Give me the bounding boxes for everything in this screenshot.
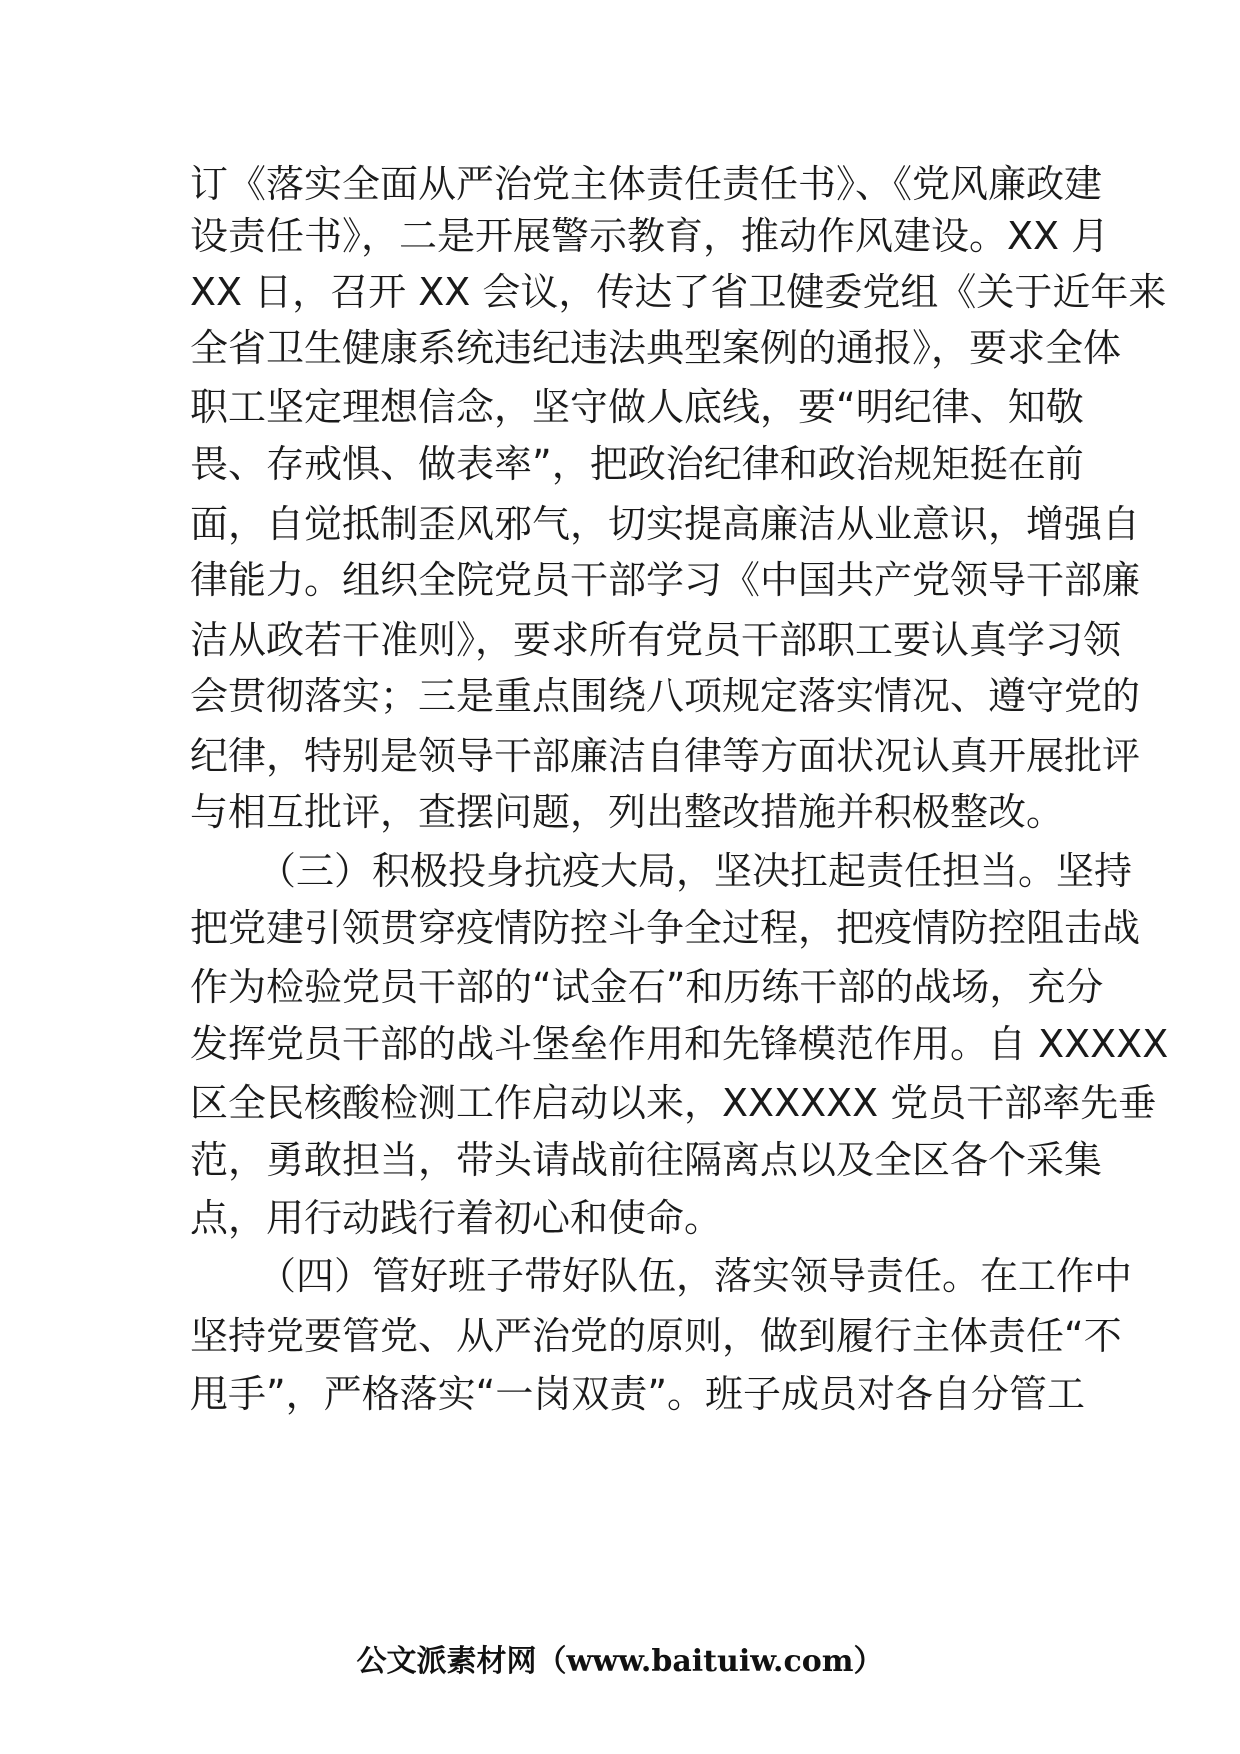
paragraph-heading-line: （四）管好班子带好队伍，落实领导责任。在工作中 — [258, 1254, 1133, 1298]
text-line: 与相互批评，查摆问题，列出整改措施并积极整改。 — [190, 790, 1065, 834]
text-line: XX 日，召开 XX 会议，传达了省卫健委党组《关于近年来 — [190, 270, 1167, 314]
text-line: 全省卫生健康系统违纪违法典型案例的通报》，要求全体 — [190, 326, 1122, 370]
text-line: 律能力。组织全院党员干部学习《中国共产党领导干部廉 — [190, 558, 1141, 602]
paragraph-heading-line: （三）积极投身抗疫大局，坚决扛起责任担当。坚持 — [258, 849, 1133, 893]
text-line: 洁从政若干准则》，要求所有党员干部职工要认真学习领 — [190, 618, 1122, 662]
text-line: 会贯彻落实；三是重点围绕八项规定落实情况、遵守党的 — [190, 674, 1141, 718]
text-line: 发挥党员干部的战斗堡垒作用和先锋模范作用。自 XXXXX — [190, 1022, 1169, 1066]
text-line: 范，勇敢担当，带头请战前往隔离点以及全区各个采集 — [190, 1138, 1103, 1182]
text-line: 设责任书》，二是开展警示教育，推动作风建设。XX 月 — [190, 214, 1110, 258]
footer-watermark: 公文派素材网（www.baituiw.com） — [356, 1644, 884, 1679]
text-line: 点，用行动践行着初心和使命。 — [190, 1196, 723, 1240]
text-line: 区全民核酸检测工作启动以来，XXXXXX 党员干部率先垂 — [190, 1081, 1157, 1125]
text-line: 订《落实全面从严治党主体责任责任书》、《党风廉政建 — [190, 162, 1103, 206]
text-line: 坚持党要管党、从严治党的原则，做到履行主体责任“不 — [190, 1314, 1122, 1358]
text-line: 职工坚定理想信念，坚守做人底线，要“明纪律、知敬 — [190, 385, 1084, 429]
text-line: 畏、存戒惧、做表率”，把政治纪律和政治规矩挺在前 — [190, 442, 1084, 486]
text-line: 面，自觉抵制歪风邪气，切实提高廉洁从业意识，增强自 — [190, 502, 1141, 546]
text-line: 甩手”，严格落实“一岗双责”。班子成员对各自分管工 — [190, 1372, 1086, 1416]
text-line: 纪律，特别是领导干部廉洁自律等方面状况认真开展批评 — [190, 734, 1141, 778]
text-line: 把党建引领贯穿疫情防控斗争全过程，把疫情防控阻击战 — [190, 906, 1141, 950]
text-line: 作为检验党员干部的“试金石”和历练干部的战场，充分 — [190, 965, 1104, 1009]
